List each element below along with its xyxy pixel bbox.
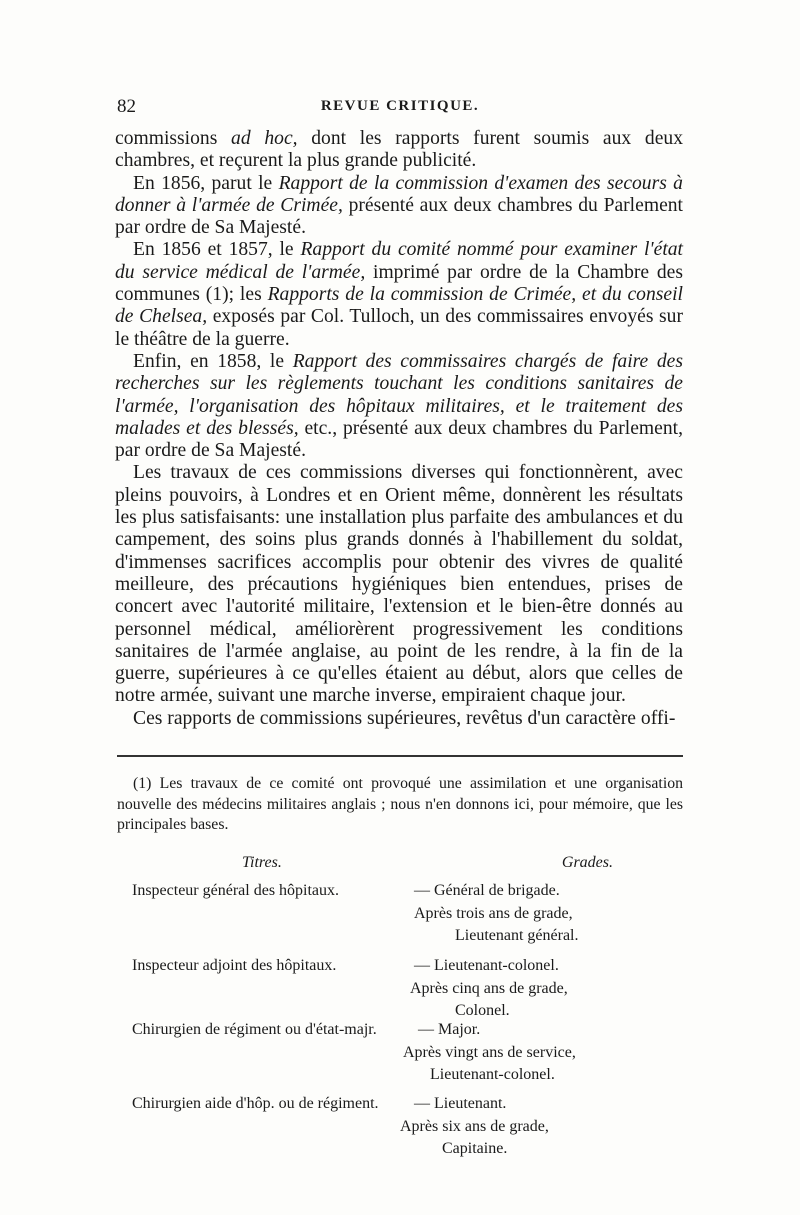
rank-title: Chirurgien aide d'hôp. ou de régiment. <box>132 1095 379 1112</box>
text-run: exposés par Col. Tulloch, un des commissaires envoyés sur le théâtre de la guerre. <box>115 306 683 350</box>
promotion-grade: Capitaine. <box>442 1140 508 1157</box>
footnote <box>117 774 683 836</box>
paragraph <box>115 351 683 462</box>
column-header-titres: Titres. <box>242 854 282 871</box>
promotion-grade: Lieutenant-colonel. <box>430 1066 555 1083</box>
promotion-condition: Après vingt ans de service, <box>403 1043 576 1061</box>
paragraph <box>115 462 683 707</box>
paragraph <box>115 173 683 240</box>
italic-run: ad hoc, <box>231 128 298 149</box>
italic-run: Rapports de la commission de Crimée, et du conseil de Chelsea, <box>115 284 683 328</box>
rank-grade: — Lieutenant. <box>414 1095 507 1112</box>
rank-grade: — Major. <box>418 1021 481 1038</box>
page-number: 82 <box>117 96 136 117</box>
running-head: REVUE CRITIQUE. <box>320 98 480 114</box>
rank-title: Inspecteur général des hôpitaux. <box>132 882 340 899</box>
italic-run: Rapport de la commission d'examen des secours à donner à l'armée de Crimée, <box>115 172 683 216</box>
text-run: En 1856 et 1857, le <box>133 239 301 261</box>
text-run: Les travaux de ces commissions diverses qui fonctionnèrent, avec pleins pouvoirs, à Londres et en Orient même, donnèrent les résultats les plus satisfaisants: une installation plus parfaite des ambulances et du campement, des soins plus grands donnés à l'habillement du soldat, d'immenses sacrifices accomplis pour obtenir des vivres de qualité meilleure, des précautions hygiéniques bien entendues, prises de concert avec l'autorité militaire, l'extension et le bien-être donnés au personnel médical, améliorèrent progressivement les conditions sanitaires de l'armée anglaise, au point de les rendre, à la fin de la guerre, supérieures à ce qu'elles étaient au début, alors que celles de notre armée, suivant une marche inverse, empiraient chaque jour. <box>115 462 683 707</box>
rank-title: Chirurgien de régiment ou d'état-majr. <box>132 1021 377 1038</box>
rank-grade: — Général de brigade. <box>414 882 560 899</box>
paragraph <box>115 239 683 350</box>
italic-run: Rapport du comité nommé pour examiner l'état du service médical de l'armée, <box>115 239 684 283</box>
promotion-condition: Après six ans de grade, <box>400 1117 549 1135</box>
promotion-condition: Après trois ans de grade, <box>414 904 573 922</box>
text-run: présenté aux deux chambres du Parlement par ordre de Sa Majesté. <box>115 194 684 239</box>
page-header <box>117 96 683 120</box>
rank-title: Inspecteur adjoint des hôpitaux. <box>132 957 337 974</box>
paragraph <box>115 708 683 730</box>
promotion-condition: Après cinq ans de grade, <box>410 979 568 997</box>
text-run: etc., présenté aux deux chambres du Parlement, par ordre de Sa Majesté. <box>115 417 683 462</box>
text-run: Enfin, en 1858, le <box>133 350 293 372</box>
body-text <box>115 128 683 730</box>
column-header-grades: Grades. <box>561 854 613 871</box>
footnote-text: (1) Les travaux de ce comité ont provoqué une assimilation et une organisation nouvelle des médecins militaires anglais ; nous n'en donnons ici, pour mémoire, que les principales bases. <box>117 775 683 833</box>
italic-run: Rapport des commissaires chargés de faire des recherches sur les règlements touchant les conditions sanitaires de l'armée, l'organisation des hôpitaux militaires, et le traitement des malades et des blessés, <box>115 350 683 439</box>
text-run: En 1856, parut le <box>133 172 279 194</box>
rank-grade: — Lieutenant-colonel. <box>414 957 559 974</box>
table-header <box>117 854 683 876</box>
text-run: commissions <box>115 128 232 149</box>
footnote-divider <box>117 755 683 757</box>
text-run: imprimé par ordre de la Chambre des communes (1); les <box>115 261 684 306</box>
promotion-grade: Lieutenant général. <box>455 927 579 944</box>
text-run: dont les rapports furent soumis aux deux chambres, et reçurent la plus grande publicité. <box>115 128 683 172</box>
paragraph <box>115 128 683 173</box>
text-run: Ces rapports de commissions supérieures, revêtus d'un caractère offi- <box>133 707 676 729</box>
promotion-grade: Colonel. <box>455 1002 510 1019</box>
